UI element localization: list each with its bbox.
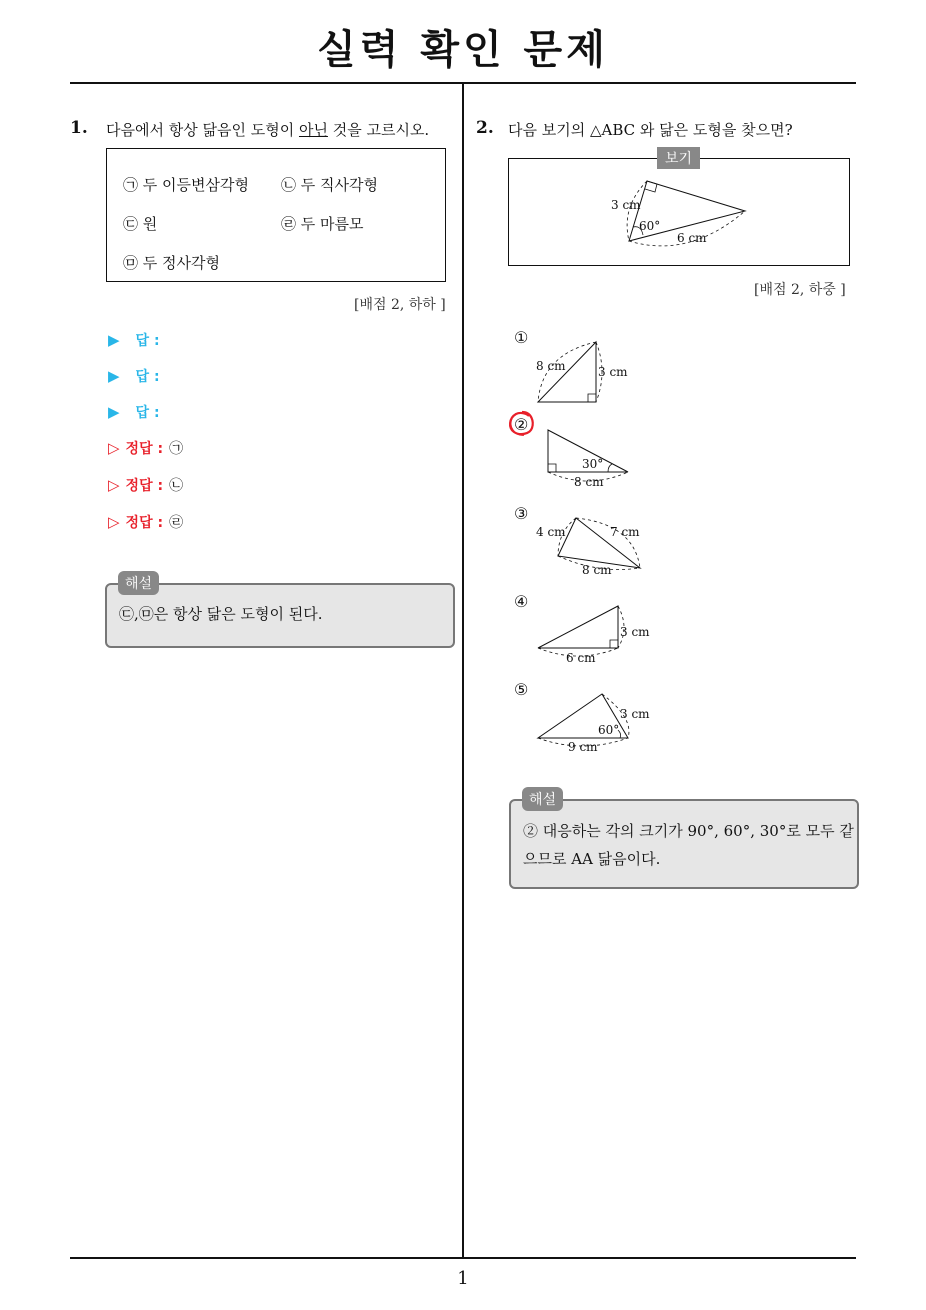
q1-answer-line-2[interactable]: ▶ 답 : [108,367,160,385]
page-number: 1 [457,1268,469,1289]
q1-choice-box [106,148,446,282]
bogi-label-3cm: 3 cm [611,198,641,212]
q2-score: [배점 2, 하중 ] [754,282,846,298]
play-triangle-icon: ▶ [108,403,120,421]
bottom-rule [70,1257,856,1259]
option-1-label-8cm: 8 cm [536,359,566,373]
page-title: 실력 확인 문제 [317,27,609,73]
q1-choice-5[interactable]: ㉤ 두 정사각형 [123,254,220,272]
option-5-label-3cm: 3 cm [620,707,650,721]
q2-number: 2. [476,118,494,138]
q1-text: 다음에서 항상 닮음인 도형이 아닌 것을 고르시오. [106,121,430,139]
play-triangle-icon: ▶ [108,367,120,385]
option-3-label-7cm: 7 cm [610,525,640,539]
q2-option-5-mark[interactable]: ⑤ [514,680,529,699]
q2-option-2-figure[interactable] [530,424,640,492]
option-5-label-60: 60° [598,723,620,737]
column-divider [462,84,464,1258]
q2-option-5-figure[interactable] [530,688,650,758]
q2-option-1-mark[interactable]: ① [514,328,529,347]
q2-option-3-mark[interactable]: ③ [514,504,529,523]
q1-choice-4[interactable]: ㉣ 두 마름모 [281,215,364,233]
q1-answer-line-3[interactable]: ▶ 답 : [108,403,160,421]
q2-explanation-text: ② 대응하는 각의 크기가 90°, 60°, 30°로 모두 같 으므로 AA 닮음이다. [523,822,854,868]
outline-triangle-icon: ▷ [108,476,120,494]
q1-choice-1[interactable]: ㉠ 두 이등변삼각형 [123,176,249,194]
option-1-label-3cm: 3 cm [598,365,628,379]
q1-choice-3[interactable]: ㉢ 원 [123,215,158,233]
option-4-label-3cm: 3 cm [620,625,650,639]
play-triangle-icon: ▶ [108,331,120,349]
q1-correct-1: ▷ 정답 : ㉠ [108,439,184,457]
outline-triangle-icon: ▷ [108,439,120,457]
q1-explanation-text: ㉢,㉤은 항상 닮은 도형이 된다. [119,605,323,623]
q2-option-2-mark[interactable]: ② [514,415,529,434]
q1-answer-line-1[interactable]: ▶ 답 : [108,331,160,349]
q2-option-1-figure[interactable] [530,336,640,411]
q1-correct-3: ▷ 정답 : ㉣ [108,513,184,531]
option-5-label-9cm: 9 cm [568,740,598,754]
q1-underlined-word: 아닌 [298,121,328,139]
option-2-label-30: 30° [582,457,604,471]
q2-bogi-tag: 보기 [657,147,700,169]
q1-score: [배점 2, 하하 ] [354,297,446,313]
q2-explanation-box [509,799,859,889]
q1-correct-2: ▷ 정답 : ㉡ [108,476,184,494]
bogi-triangle-figure [509,159,849,265]
option-4-label-6cm: 6 cm [566,651,596,665]
bogi-label-6cm: 6 cm [677,231,707,245]
bogi-label-60: 60° [639,219,661,233]
q2-option-4-figure[interactable] [530,600,650,670]
option-2-label-8cm: 8 cm [574,475,604,489]
option-3-label-8cm: 8 cm [582,563,612,577]
q2-text: 다음 보기의 △ABC 와 닮은 도형을 찾으면? [508,121,793,139]
q1-choice-2[interactable]: ㉡ 두 직사각형 [281,176,378,194]
q2-explanation-tag: 해설 [522,787,563,811]
q2-bogi-box [508,158,850,266]
q1-explanation-tag: 해설 [118,571,159,595]
option-3-label-4cm: 4 cm [536,525,566,539]
q2-option-3-figure[interactable] [530,512,650,580]
outline-triangle-icon: ▷ [108,513,120,531]
q2-option-4-mark[interactable]: ④ [514,592,529,611]
q1-number: 1. [70,118,88,138]
